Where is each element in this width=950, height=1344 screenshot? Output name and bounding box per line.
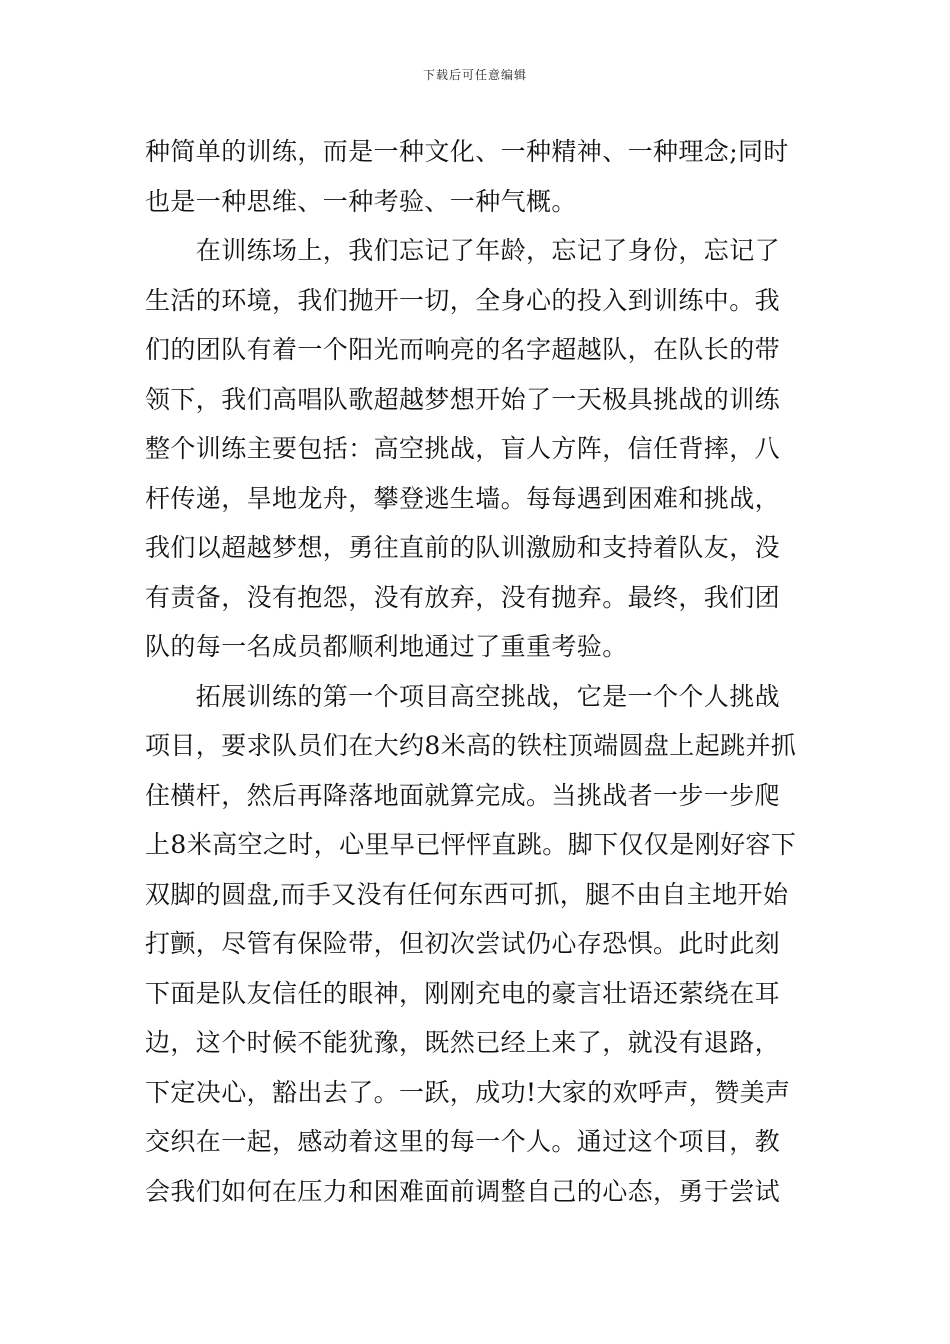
text-line: 生活的环境，我们抛开一切，全身心的投入到训练中。我: [145, 285, 781, 315]
text-line: 有责备，没有抱怨，没有放弃，没有抛弃。最终，我们团: [145, 582, 781, 612]
text-line: 领下，我们高唱队歌超越梦想开始了一天极具挑战的训练: [145, 384, 781, 414]
text-line: 我们以超越梦想，勇往直前的队训激励和支持着队友，没: [145, 533, 781, 562]
text-line: 下面是队友信任的眼神，刚刚充电的豪言壮语还萦绕在耳: [145, 978, 781, 1008]
text-line: 会我们如何在压力和困难面前调整自己的心态，勇于尝试: [145, 1176, 781, 1206]
text-line: 住横杆，然后再降落地面就算完成。当挑战者一步一步爬: [145, 780, 781, 810]
text-line: 拓展训练的第一个项目高空挑战，它是一个个人挑战: [145, 681, 781, 711]
text-line: 打颤，尽管有保险带，但初次尝试仍心存恐惧。此时此刻: [145, 929, 781, 958]
body-text: [145, 127, 810, 1216]
text-line: 也是一种思维、一种考验、一种气概。: [145, 186, 577, 216]
text-line: 双脚的圆盘,而手又没有任何东西可抓，腿不由自主地开始: [145, 879, 789, 909]
header-note: 下载后可任意编辑: [422, 68, 527, 82]
text-line: 们的团队有着一个阳光而响亮的名字超越队，在队长的带: [145, 335, 781, 364]
text-line: 种简单的训练，而是一种文化、一种精神、一种理念;同时: [145, 137, 789, 166]
text-line: 下定决心，豁出去了。一跃，成功!大家的欢呼声，赞美声: [145, 1077, 791, 1107]
text-line: 交织在一起，感动着这里的每一个人。通过这个项目，教: [145, 1127, 781, 1156]
text-line: 整个训练主要包括：高空挑战，盲人方阵，信任背摔，八: [145, 434, 781, 463]
text-line: 队的每一名成员都顺利地通过了重重考验。: [145, 632, 628, 661]
text-line: 在训练场上，我们忘记了年龄，忘记了身份，忘记了: [145, 236, 781, 265]
text-line: 上8米高空之时，心里早已怦怦直跳。脚下仅仅是刚好容下: [145, 830, 797, 859]
text-line: 项目，要求队员们在大约8米高的铁柱顶端圆盘上起跳并抓: [145, 731, 797, 760]
text-line: 边，这个时候不能犹豫，既然已经上来了，就没有退路，: [145, 1028, 781, 1057]
text-line: 杆传递，旱地龙舟，攀登逃生墙。每每遇到困难和挑战，: [145, 483, 781, 513]
